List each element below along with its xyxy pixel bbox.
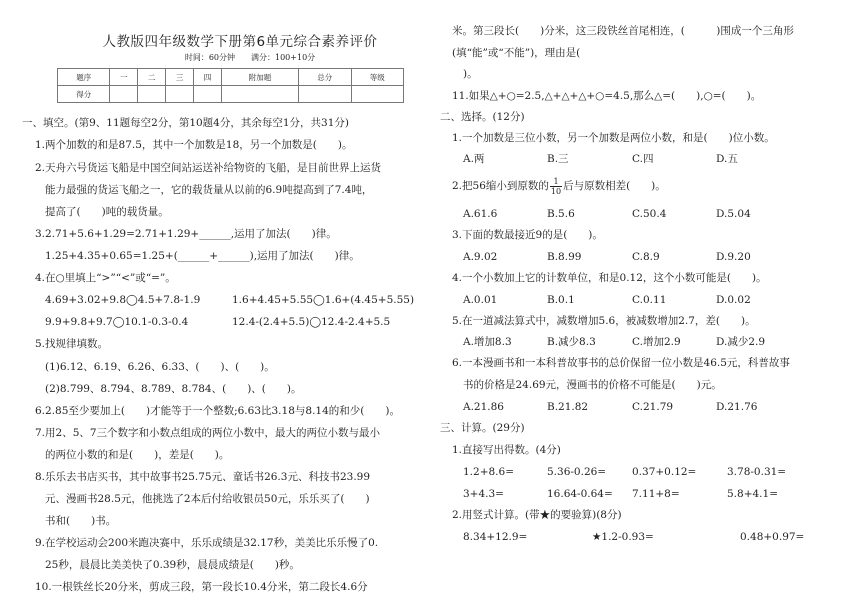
score-table-cell: 附加题 [221,69,298,86]
question-text: (2)8.799、8.794、8.789、8.784、( )、( )。 [45,383,302,395]
calc-item: 0.37+0.12= [632,466,697,478]
choice-option[interactable]: B.5.6 [547,208,575,220]
comparison-item: 1.6+4.45+5.55◯1.6+(4.45+5.55) [232,294,415,306]
score-entry-cell[interactable] [110,86,138,103]
choice-option[interactable]: D.5.04 [716,208,751,220]
question-text: 能力最强的货运飞船之一，它的载货量从以前的6.9吨提高到了7.4吨， [45,184,373,196]
question-text: 25秒，晨晨比美美快了0.39秒，晨晨成绩是( )秒。 [45,559,300,571]
calc-item: 5.8+4.1= [727,488,778,500]
choice-option[interactable]: A.两 [463,153,485,165]
question-text: 11.如果△+○=2.5,△+△+△+○=4.5,那么△=( ),○=( )。 [452,90,762,102]
choice-option[interactable]: A.0.01 [463,294,498,306]
question-text [452,176,666,196]
question-text: 6.一本漫画书和一本科普故事书的总价保留一位小数是46.5元，科普故事 [452,357,790,369]
score-table-cell: 得分 [58,86,110,103]
question-text: 提高了( )吨的载货量。 [45,206,169,218]
choice-option[interactable]: C.四 [632,153,654,165]
score-entry-cell[interactable] [138,86,166,103]
score-table-cell: 一 [110,69,138,86]
question-text: 6.2.85至少要加上( )才能等于一个整数;6.63比3.18与8.14的和少( )。 [35,405,400,417]
calc-item: 5.36-0.26= [547,466,607,478]
choice-option[interactable]: B.三 [547,153,569,165]
score-entry-cell[interactable] [351,86,404,103]
page-title: 人教版四年级数学下册第6单元综合素养评价 [102,34,378,50]
question-text: 4.在○里填上“>”“<”或“=”。 [35,272,176,284]
question-text: 书和( )书。 [45,515,117,527]
choice-option[interactable]: B.21.82 [547,401,589,413]
question-text: 4.一个小数加上它的计数单位，和是0.12，这个小数可能是( )。 [452,272,767,284]
question-text: 7.用2、5、7三个数字和小数点组成的两位小数中，最大的两位小数与最小 [35,427,381,439]
choice-option[interactable]: D.21.76 [716,401,758,413]
question-text: 8.乐乐去书店买书，其中故事书25.75元、童话书26.3元、科技书23.99 [35,471,371,483]
choice-option[interactable]: A.61.6 [463,208,498,220]
choice-option[interactable]: B.0.1 [547,294,575,306]
score-entry-cell[interactable] [194,86,222,103]
choice-option[interactable]: D.9.20 [716,251,751,263]
question-text: (填“能”或“不能”)，理由是( [452,47,581,59]
calc-item: 7.11+8= [632,488,680,500]
choice-option[interactable]: C.21.79 [632,401,674,413]
choice-option[interactable]: D.减少2.9 [716,336,766,348]
score-table-score-row [58,86,404,103]
question-text-part: 后与原数相差( )。 [563,180,666,192]
comparison-item: 4.69+3.02+9.8◯4.5+7.8-1.9 [45,294,201,306]
choice-option[interactable]: C.8.9 [632,251,660,263]
question-text: 3.下面的数最接近9的是( )。 [452,229,603,241]
calc-item: 3.78-0.31= [727,466,787,478]
question-text: 1.直接写出得数。(4分) [452,444,561,456]
question-text: 的两位小数的和是( )，差是( )。 [45,449,230,461]
question-text: 2.天舟六号货运飞船是中国空间站运送补给物资的飞船，是目前世界上运货 [35,162,382,174]
fraction-denominator: 10 [550,186,562,196]
score-entry-cell[interactable] [299,86,351,103]
question-text: 书的价格是24.69元，漫画书的价格不可能是( )元。 [463,379,722,391]
calc-item: 8.34+12.9= [463,531,528,543]
score-table-cell: 四 [194,69,222,86]
question-text: 米。第三段长( )分米，这三段铁丝首尾相连，( )围成一个三角形 [452,25,794,37]
question-text: 5.在一道减法算式中，减数增加5.6，被减数增加2.7，差( )。 [452,315,756,327]
fraction [550,177,562,196]
calc-item: 16.64-0.64= [547,488,613,500]
score-table-cell: 等级 [351,69,404,86]
score-table-cell: 题序 [58,69,110,86]
question-text: )。 [463,68,478,80]
question-text: 元、漫画书28.5元，他挑选了2本后付给收银员50元，乐乐买了( ) [45,493,370,505]
choice-option[interactable]: B.8.99 [547,251,582,263]
calc-item: 0.48+0.97= [740,531,805,543]
question-text-part: 2.把56缩小到原数的 [452,180,549,192]
choice-option[interactable]: C.50.4 [632,208,667,220]
score-table-header-row [58,69,404,86]
question-text: 1.25+4.35+0.65=1.25+(______+______),运用了加法( )律。 [45,250,360,262]
question-text: 1.两个加数的和是87.5，其中一个加数是18，另一个加数是( )。 [35,139,353,151]
choice-option[interactable]: D.0.02 [716,294,751,306]
question-text: 1.一个加数是三位小数，另一个加数是两位小数，和是( )位小数。 [452,132,775,144]
question-text: 2.用竖式计算。(带★的要验算)(8分) [452,509,622,521]
choice-option[interactable]: C.0.11 [632,294,667,306]
exam-time-and-score: 时间：60分钟 满分：100+10分 [184,53,316,62]
calc-item: 3+4.3= [463,488,504,500]
question-text: 9.在学校运动会200米跑决赛中，乐乐成绩是32.17秒，美美比乐乐慢了0. [35,537,379,549]
section-heading: 一、填空。(第9、11题每空2分，第10题4分，其余每空1分，共31分) [22,117,349,129]
section-heading: 二、选择。(12分) [440,111,525,123]
choice-option[interactable]: A.9.02 [463,251,498,263]
question-text: 3.2.71+5.6+1.29=2.71+1.29+______,运用了加法( )律。 [35,228,337,240]
choice-option[interactable]: C.增加2.9 [632,336,681,348]
question-text: (1)6.12、6.19、6.26、6.33、( )、( )。 [45,361,275,373]
score-table-cell: 总分 [299,69,351,86]
score-table-cell: 二 [138,69,166,86]
score-table [57,68,404,103]
question-text: 5.找规律填数。 [35,338,109,350]
choice-option[interactable]: B.减少8.3 [547,336,596,348]
choice-option[interactable]: D.五 [716,153,738,165]
section-heading: 三、计算。(29分) [440,422,525,434]
choice-option[interactable]: A.21.86 [463,401,504,413]
score-table-cell: 三 [166,69,194,86]
question-text: 10.一根铁丝长20分米，剪成三段，第一段长10.4分米，第二段长4.6分 [35,581,368,593]
calc-item: 1.2+8.6= [463,466,514,478]
fraction-numerator: 1 [550,177,562,187]
score-entry-cell[interactable] [166,86,194,103]
calc-item: ★1.2-0.93= [592,531,654,543]
score-entry-cell[interactable] [221,86,298,103]
comparison-item: 12.4-(2.4+5.5)◯12.4-2.4+5.5 [232,316,391,328]
choice-option[interactable]: A.增加8.3 [463,336,512,348]
comparison-item: 9.9+9.8+9.7◯10.1-0.3-0.4 [45,316,189,328]
